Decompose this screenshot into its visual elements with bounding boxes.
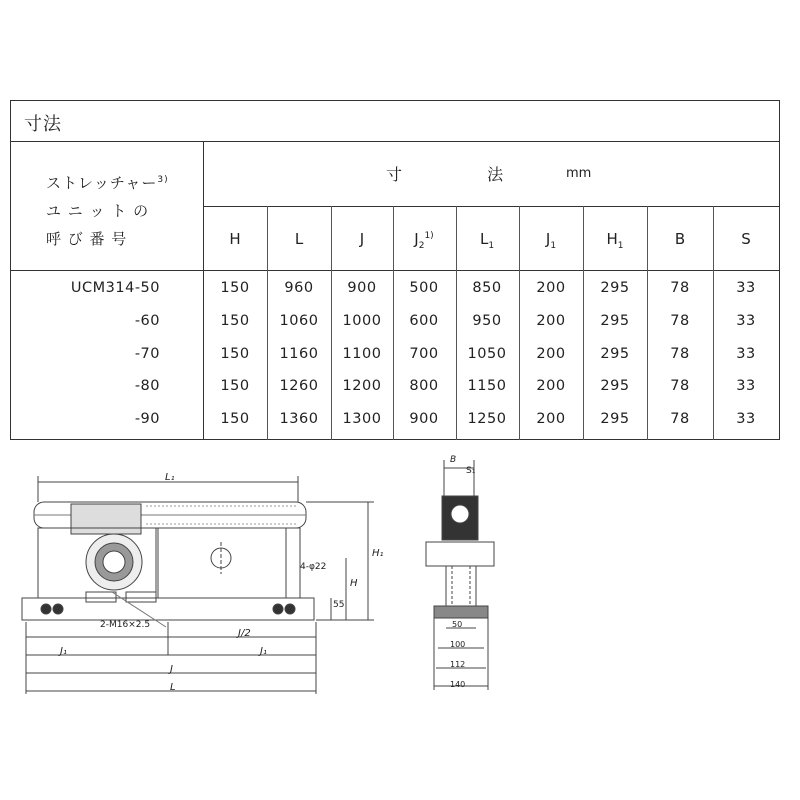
dim-J1-right: J₁ [260, 646, 267, 657]
table-cell: 1160 [279, 346, 319, 362]
column-header: $J_2^{1)}$ [414, 230, 434, 251]
table-cell: 800 [409, 378, 439, 394]
header-divider [10, 270, 780, 271]
dim-J-half: J/2 [238, 628, 251, 639]
dim-J1-left: J₁ [60, 646, 67, 657]
table-cell: 33 [736, 346, 756, 362]
dim-112: 112 [450, 660, 466, 669]
table-cell: 150 [220, 346, 250, 362]
table-cell: 200 [536, 280, 566, 296]
table-cell: 200 [536, 411, 566, 427]
table-cell: 700 [409, 346, 439, 362]
table-cell: 33 [736, 378, 756, 394]
table-cell: 78 [670, 411, 690, 427]
table-cell: 1360 [279, 411, 319, 427]
table-cell: 295 [600, 280, 630, 296]
dimensions-label: 寸 法 [386, 165, 504, 184]
table-cell: 600 [409, 313, 439, 329]
column-header: J [359, 230, 365, 248]
table-cell: 500 [409, 280, 439, 296]
dim-holes: 4-φ22 [300, 562, 327, 572]
table-cell: 960 [284, 280, 314, 296]
table-cell: 33 [736, 411, 756, 427]
table-title: 寸法 [24, 114, 62, 135]
dim-J: J [170, 664, 173, 675]
dim-L1: L₁ [165, 472, 175, 483]
table-cell: 78 [670, 378, 690, 394]
table-cell: 78 [670, 346, 690, 362]
table-cell: 78 [670, 280, 690, 296]
dim-55: 55 [333, 600, 345, 610]
dim-50: 50 [452, 620, 463, 629]
dim-bolt: 2-M16×2.5 [100, 620, 151, 630]
table-cell: 200 [536, 378, 566, 394]
unit-name-cell: -70 [134, 346, 160, 362]
column-header: $L_1$ [479, 230, 495, 251]
unit-name-header-line1: ストレッチャー$^{3)}$ [46, 174, 169, 192]
unit-name-cell: -60 [134, 313, 160, 329]
table-cell: 200 [536, 346, 566, 362]
column-header: $H_1$ [606, 230, 624, 251]
unit-name-cell: -90 [134, 411, 160, 427]
table-cell: 295 [600, 378, 630, 394]
column-header: $J_1$ [545, 230, 557, 251]
dim-B: B [450, 455, 457, 465]
table-cell: 295 [600, 346, 630, 362]
table-cell: 1000 [342, 313, 382, 329]
table-cell: 1300 [342, 411, 382, 427]
table-cell: 150 [220, 411, 250, 427]
dim-H1: H₁ [372, 548, 384, 559]
dim-S1: S₁ [466, 466, 476, 476]
table-cell: 1060 [279, 313, 319, 329]
table-cell: 850 [472, 280, 502, 296]
table-cell: 150 [220, 313, 250, 329]
column-header: B [674, 230, 686, 248]
dimensions-unit: mm [566, 166, 592, 181]
column-header: L [294, 230, 304, 248]
dim-140: 140 [450, 680, 466, 689]
unit-name-header-line3: 呼 び 番 号 [46, 230, 128, 248]
table-cell: 1260 [279, 378, 319, 394]
table-cell: 150 [220, 378, 250, 394]
table-cell: 295 [600, 411, 630, 427]
table-cell: 950 [472, 313, 502, 329]
dim-H: H [350, 578, 358, 589]
table-cell: 33 [736, 313, 756, 329]
unit-name-cell: -80 [134, 378, 160, 394]
unit-name-cell: UCM314-50 [70, 280, 160, 296]
dim-100: 100 [450, 640, 466, 649]
table-cell: 295 [600, 313, 630, 329]
column-header: H [229, 230, 241, 248]
front-view-drawing [16, 462, 388, 702]
table-cell: 33 [736, 280, 756, 296]
table-cell: 900 [347, 280, 377, 296]
table-cell: 78 [670, 313, 690, 329]
table-cell: 1200 [342, 378, 382, 394]
table-cell: 1100 [342, 346, 382, 362]
table-cell: 1050 [467, 346, 507, 362]
side-view-drawing [416, 452, 516, 702]
table-cell: 1250 [467, 411, 507, 427]
table-title-bar [10, 100, 780, 142]
table-cell: 1150 [467, 378, 507, 394]
table-cell: 200 [536, 313, 566, 329]
table-cell: 150 [220, 280, 250, 296]
unit-name-header-line2: ユ ニ ッ ト の [46, 202, 150, 220]
dim-L: L [170, 682, 176, 693]
subheader-divider [203, 206, 780, 207]
table-cell: 900 [409, 411, 439, 427]
column-header: S [741, 230, 751, 248]
